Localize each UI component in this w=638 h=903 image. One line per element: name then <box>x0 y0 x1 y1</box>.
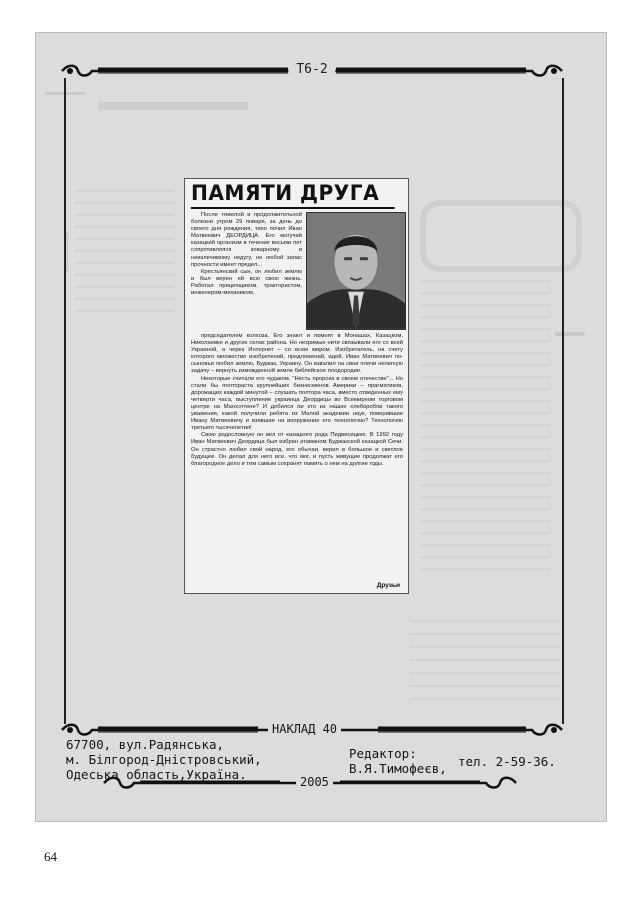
clipping-left-column <box>191 212 302 297</box>
signature: Друзьи <box>376 582 400 589</box>
page-number: 64 <box>44 849 57 864</box>
editor-label: Редактор: <box>349 746 417 761</box>
paragraph: Свою родословную он вел от казацкого рода Пидвисицких. В 1992 году Иван Матвеевич Деордица был избран атаманом Буджакской казацкой Сечи. Он страстно любил свой народ, его обычаи, верил в большое и светлое будущее. Он делал для него все, что мог, и пусть живущие продолжат его благородное дело и тем самым сохранят память о нем на долгие годы. <box>191 432 403 467</box>
scan-artifact <box>555 332 585 336</box>
bleed-through <box>98 78 248 110</box>
frame-left <box>64 78 66 724</box>
header-code: Т6-2 <box>288 62 335 77</box>
newspaper-clipping <box>184 178 409 594</box>
editor-name: В.Я.Тимофеєв, <box>349 761 447 776</box>
bleed-through <box>75 190 175 320</box>
clipping-body <box>191 333 403 468</box>
paragraph: После тяжелой и продолжительной болезни утром 29 января, за день до своего дня рождения, тихо почил Иван Матвеевич ДЕОРДИЦА. Его могучий казацкий организм в течение восьми лет сопротивлялся коварному и неизлечимому недугу, но любой запас прочности имеет предел... <box>191 212 302 268</box>
publisher-address: 67700, вул.Радянська, м. Білгород-Дністровський, Одеська область,Україна. <box>66 737 262 782</box>
paragraph: Крестьянский сын, он любил землю и был верен ей всю свою жизнь. Работал прицепщиком, трактористом, инженером-механиком, <box>191 268 302 297</box>
print-run: НАКЛАД 40 <box>268 722 341 736</box>
portrait-photo <box>306 212 406 330</box>
paragraph: председателем колхоза. Его знают и помнят в Монашах, Казацком, Николаевке и других селах района. Но незримые нити связывали его со всей Украиной, а через Интернет – со всем миром. Изобретатель, на счету которого множество изобретений, предложений, идей, Иван Матвеевич по-сыновьи любил землю, Буджак, Украину. Он взвалил на свои плечи нелегкую задачу – вернуть изможденной земле библейское плодородие. <box>191 333 403 375</box>
bleed-through <box>410 620 560 700</box>
bleed-through <box>420 280 550 580</box>
phone: тел. 2-59-36. <box>458 754 556 769</box>
frame-right <box>562 78 564 724</box>
paragraph: Некоторые считали его чудаком. "Несть пророка в своем отечестве"... Но стали бы полтораста крупнейших бизнесменов Америки – прагматиков, дорожащих каждой минутой – слушать полтора часа, вместо отведенных ему четверти часа, выступление украинца Деордицы во Всемирном торговом центре на Манхэттене? И добился ли кто из наших хлеборобов такого уважения, какой получили ребята из Малой академии наук, поверившие Ивану Матвеевичу и взявшие на вооружение его технологию? Технологию третьего тысячелетия! <box>191 375 403 432</box>
clipping-title: ПАМЯТИ ДРУГА <box>191 181 395 207</box>
top-ornament <box>58 63 566 79</box>
editor-block <box>349 746 447 776</box>
bleed-through <box>420 200 582 272</box>
issue-year: 2005 <box>296 775 333 789</box>
